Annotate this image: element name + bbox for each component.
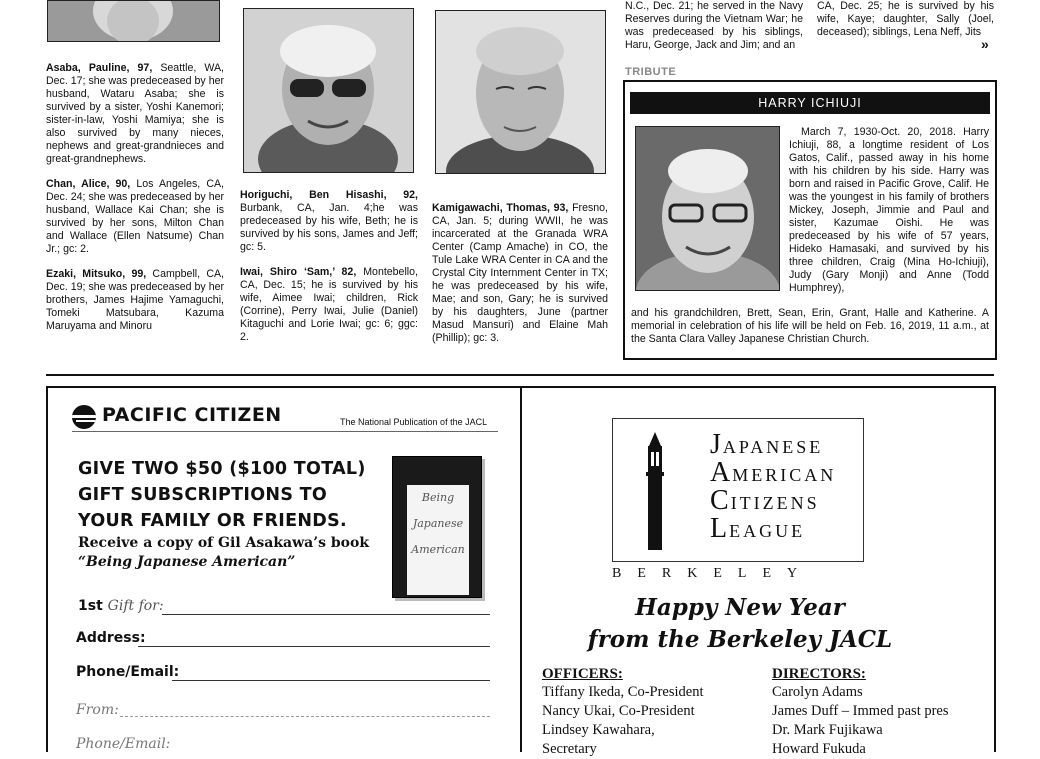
tribute-text-beside-photo: March 7, 1930-Oct. 20, 2018. Harry Ichiuji, 88, a longtime resident of Los Gatos, Calif., passed away in his home with his children by his side. Harry was born and raised in Pacific Grove, Calif. He was the youngest in his family of brothers Mickey, Joseph, Jimmie and Paul and sister, Kazumae Oishi. He was predeceased by his wife of 57 years, Hideko Hamasaki, and survived by his three children, Craig (Mina Ho-Ichiuji), Judy (Gary Monji) and Anne (Todd Humphrey), xyxy=(789,126,989,294)
officers-heading: OFFICERS: xyxy=(542,666,623,682)
book-cover-word: American xyxy=(411,543,465,556)
jacl-word: MERICAN xyxy=(732,465,837,485)
new-year-greeting xyxy=(540,592,940,656)
obit-entry xyxy=(240,266,418,344)
continued-arrows-icon: » xyxy=(981,36,989,52)
portrait-image xyxy=(48,1,219,41)
section-divider xyxy=(46,374,994,376)
obit-text: Montebello, CA, Dec. 15; he is survived by his wife, Aimee Iwai; children, Rick (Corrine), Perry Iwai, Julie (Daniel) Kitaguchi and Lorie Iwai; gc: 6; ggc: 2. xyxy=(240,266,418,343)
phone-email-script-label: Phone/Email: xyxy=(76,736,171,752)
directors-heading: DIRECTORS: xyxy=(772,666,866,682)
director-item: James Duff – Immed past pres xyxy=(772,703,949,719)
director-item: Carolyn Adams xyxy=(772,684,863,700)
obit-name: Iwai, Shiro ‘Sam,’ 82, xyxy=(240,266,357,278)
obit-text: Seattle, WA, Dec. 17; she was predeceased by her husband, Wataru Asaba; she is survived by a sister, Yoshi Kanemori; sister-in-law, Yoshi Mamiya; she is also survived by many nieces, nephews and great-grandnieces and great-grandnephews. xyxy=(46,62,224,165)
obit-text: CA, Dec. 25; he is survived by his wife, Kaye; daughter, Sally (Joel, deceased); siblings, Lena Neff, Jits xyxy=(817,0,994,38)
gift-subscription-headline xyxy=(78,456,366,534)
jacl-logo-text xyxy=(710,429,837,544)
jacl-line-league xyxy=(710,513,836,544)
obit-text: Burbank, CA, Jan. 4;he was predeceased by his wife, Beth; he is survived by his sons, James and Jeff; gc: 5. xyxy=(240,202,418,253)
first-gift-input-line[interactable] xyxy=(162,614,490,615)
first-gift-number: 1st xyxy=(78,598,103,614)
obit-column-5-continued xyxy=(817,0,994,39)
photo-ben-horiguchi xyxy=(243,8,414,173)
masthead-rule xyxy=(72,431,498,432)
directors-list xyxy=(772,666,987,759)
obit-name: Ezaki, Mitsuko, 99, xyxy=(46,268,147,280)
jacl-line-american xyxy=(710,457,837,488)
book-title: “Being Japanese American” xyxy=(78,554,296,570)
book-offer-text: Receive a copy of Gil Asakawa’s book xyxy=(78,535,370,551)
jacl-word: ITIZENS xyxy=(730,493,820,513)
obit-text: Campbell, CA, Dec. 19; she was predeceased by her brothers, James Hajime Yamaguchi, Tomeki Matsubara, Kazuma Maruyama and Minoru xyxy=(46,268,224,332)
tribute-section-label: TRIBUTE xyxy=(625,66,677,78)
jacl-initial: A xyxy=(710,457,733,488)
greeting-line: Happy New Year xyxy=(635,594,845,621)
obit-column-2 xyxy=(240,189,418,356)
obit-text: Fresno, CA, Jan. 5; during WWII, he was incarcerated at the Granada WRA Center (Camp Amache) in CO, the Tule Lake WRA Center in CA and the Crystal City Internment Center in TX; he was predeceased by his wife, Mae; and son, Gary; he is survived by his daughters, June (partner Masud Mansuri) and Elaine Mah (Phillip); gc: 3. xyxy=(432,202,609,344)
officer-item: Nancy Ukai, Co-President xyxy=(542,703,695,719)
phone-email-input-line[interactable] xyxy=(172,680,490,681)
jacl-initial: L xyxy=(710,513,730,544)
phone-email-label: Phone/Email: xyxy=(76,664,180,680)
directors-heading-text: DIRECTORS xyxy=(772,666,861,682)
jacl-line-japanese xyxy=(710,429,836,460)
pacific-citizen-logo-icon xyxy=(72,405,96,429)
jacl-line-citizens xyxy=(710,485,836,516)
obit-entry xyxy=(432,202,608,345)
address-input-line[interactable] xyxy=(138,646,490,647)
greeting-line: from the Berkeley JACL xyxy=(587,626,893,653)
obit-text: N.C., Dec. 21; he served in the Navy Reserves during the Vietnam War; he was predeceased by his siblings, Haru, George, Jack and Jim; and an xyxy=(625,0,803,51)
headline-line: GIVE TWO $50 ($100 TOTAL) xyxy=(78,459,366,479)
obit-name: Horiguchi, Ben Hisashi, 92, xyxy=(240,189,418,201)
chapter-name: BERKELEY xyxy=(612,566,814,581)
obit-entry xyxy=(46,62,224,166)
jacl-word: APANESE xyxy=(722,437,824,457)
portrait-image xyxy=(436,11,605,173)
portrait-image xyxy=(244,9,413,172)
jacl-initial: C xyxy=(710,485,731,516)
obit-text: Los Angeles, CA, Dec. 24; she was predeceased by her husband, Wallace Kai Chan; she is survived by her sons, Milton Chan and Wallace (Ellen Natsume) Chan Jr.; gc: 2. xyxy=(46,178,224,255)
obit-entry xyxy=(46,178,224,256)
jacl-initial: J xyxy=(710,429,723,460)
book-cover-word: Being xyxy=(421,491,455,504)
officers-list xyxy=(542,666,762,759)
officers-heading-text: OFFICERS xyxy=(542,666,618,682)
obit-name: Kamigawachi, Thomas, 93, xyxy=(432,202,569,214)
obit-name: Asaba, Pauline, 97, xyxy=(46,62,153,74)
obit-column-3 xyxy=(432,202,608,357)
obit-column-4-continued xyxy=(625,0,803,52)
from-input-line[interactable] xyxy=(120,716,490,717)
book-cover-image xyxy=(392,456,482,598)
headline-line: YOUR FAMILY OR FRIENDS. xyxy=(78,511,347,531)
book-cover-panel xyxy=(407,485,469,595)
pacific-citizen-tagline: The National Publication of the JACL xyxy=(340,417,488,427)
obit-name: Chan, Alice, 90, xyxy=(46,178,131,190)
officer-item: Secretary xyxy=(542,741,597,757)
book-cover-word: Japanese xyxy=(412,517,464,530)
campanile-svg xyxy=(640,432,670,550)
pacific-citizen-logo: PACIFIC CITIZEN xyxy=(102,404,282,426)
tribute-title: HARRY ICHIUJI xyxy=(630,92,990,114)
obit-column-1 xyxy=(46,62,224,345)
portrait-image xyxy=(636,127,779,290)
from-label: From: xyxy=(76,702,119,718)
obit-entry xyxy=(240,189,418,254)
director-item: Dr. Mark Fujikawa xyxy=(772,722,883,738)
officer-item: Tiffany Ikeda, Co-President xyxy=(542,684,704,700)
director-item: Howard Fukuda xyxy=(772,741,866,757)
jacl-word: EAGUE xyxy=(729,521,806,541)
campanile-tower-icon xyxy=(640,432,670,550)
gift-for-text: Gift for: xyxy=(107,598,164,614)
photo-thomas-kamigawachi xyxy=(435,10,606,174)
tribute-text-full-width: and his grandchildren, Brett, Sean, Erin, Grant, Halle and Katherine. A memorial in celebration of his life will be held on Feb. 16, 2019, 11 a.m., at the Santa Clara Valley Japanese Christian Church. xyxy=(631,307,989,345)
obit-entry xyxy=(46,268,224,333)
officer-item: Lindsey Kawahara, xyxy=(542,722,655,738)
first-gift-label xyxy=(78,598,164,614)
address-label: Address: xyxy=(76,630,146,646)
photo-pauline-asaba xyxy=(47,0,220,42)
headline-line: GIFT SUBSCRIPTIONS TO xyxy=(78,485,328,505)
tribute-box xyxy=(623,80,997,360)
photo-harry-ichiuji xyxy=(635,126,780,291)
